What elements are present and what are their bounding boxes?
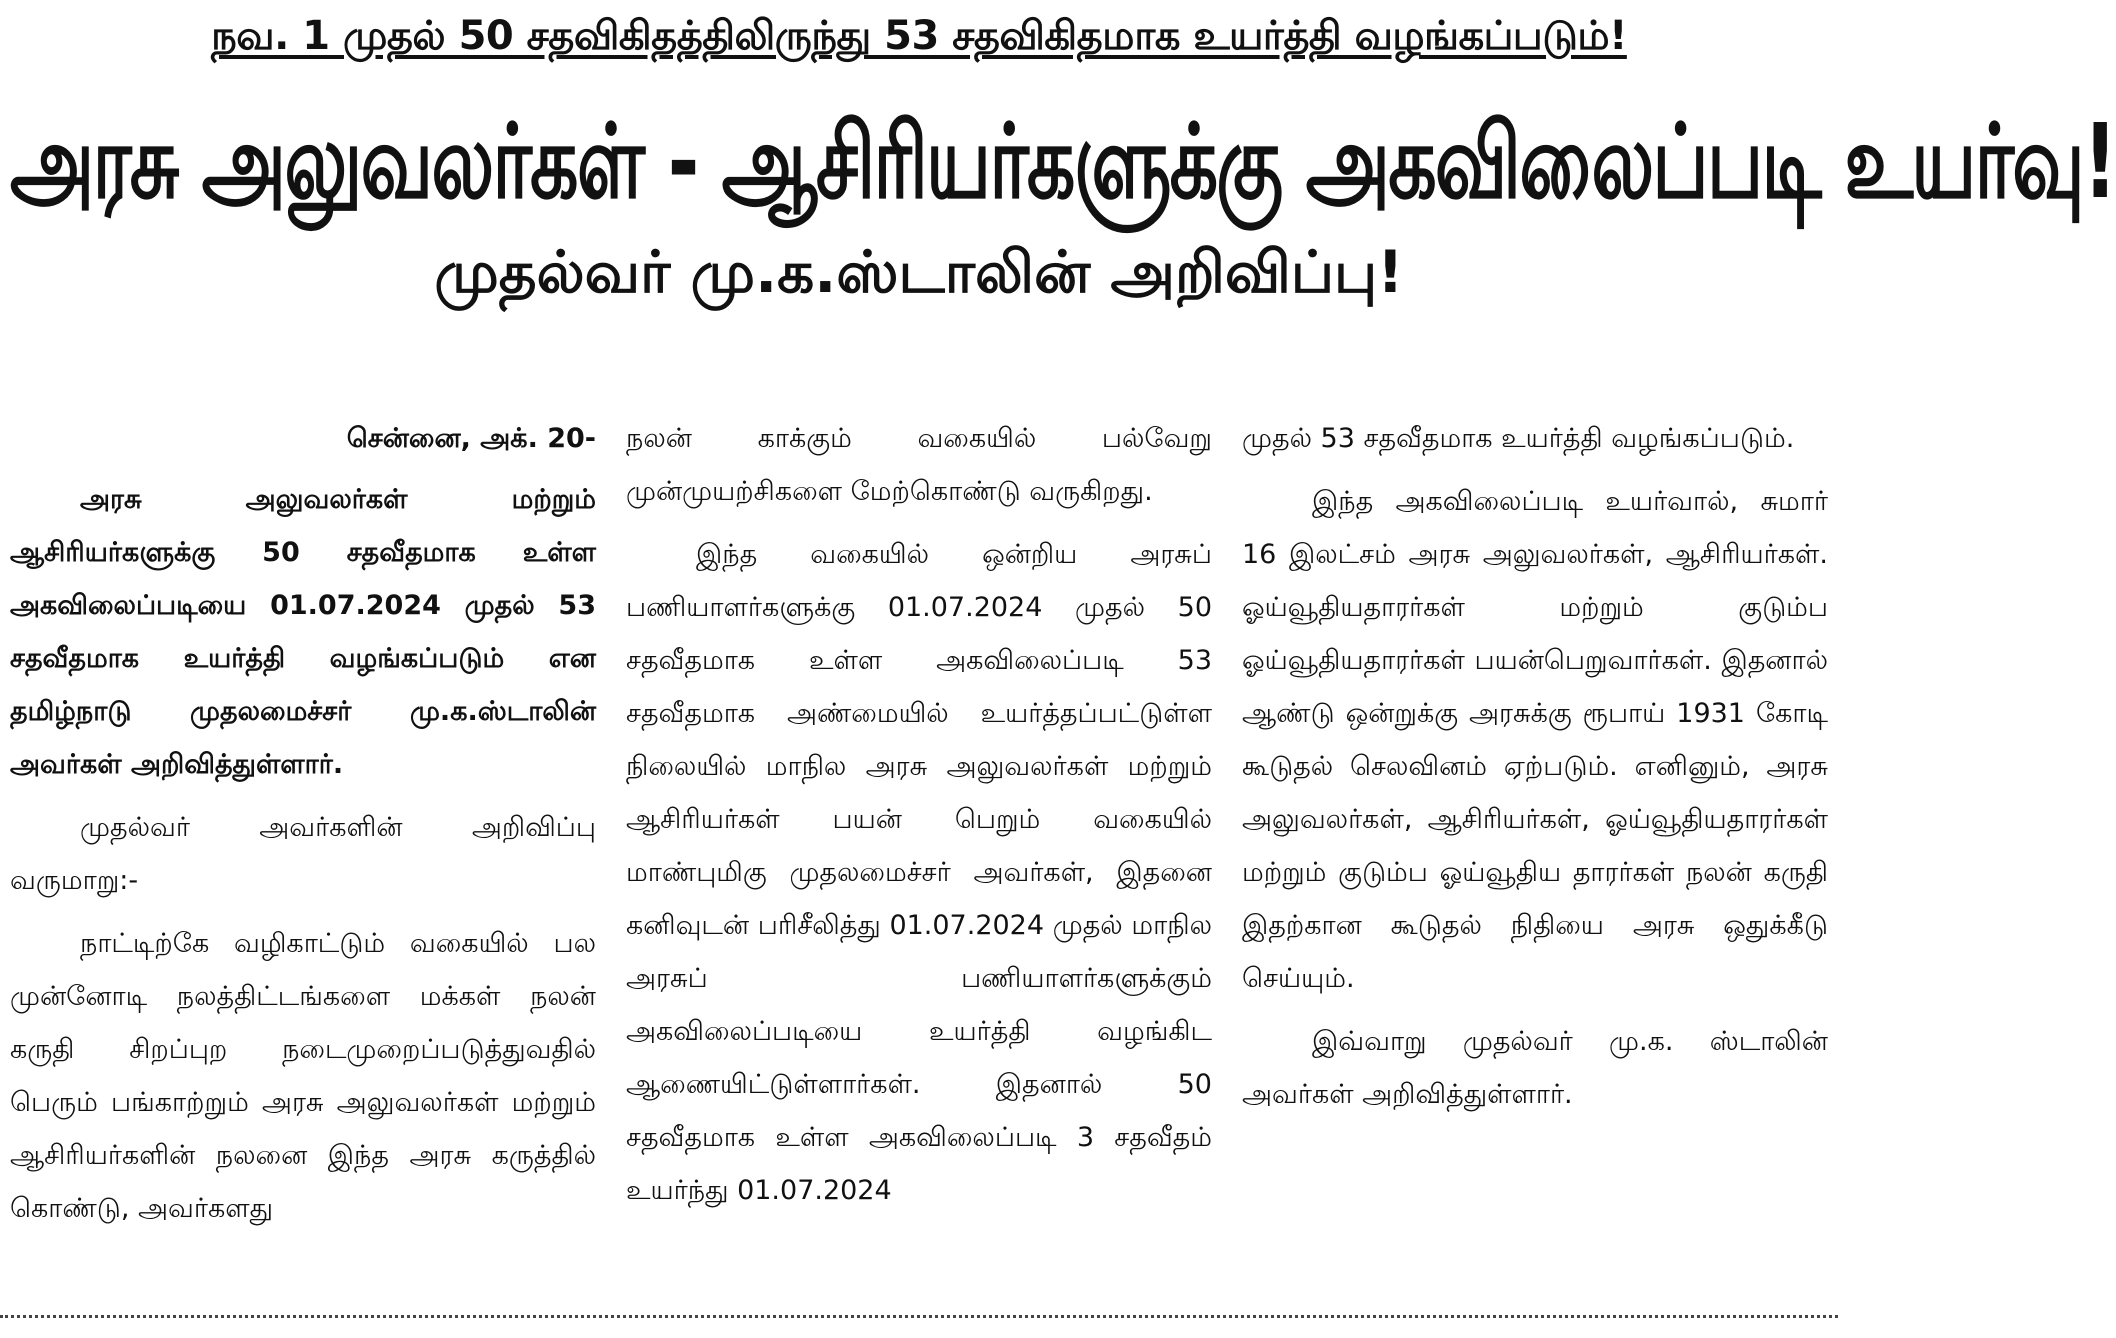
sub-headline: முதல்வர் மு.க.ஸ்டாலின் அறிவிப்பு! bbox=[434, 238, 1404, 306]
kicker-headline: நவ. 1 முதல் 50 சதவிகிதத்திலிருந்து 53 சதவிகிதமாக உயர்த்தி வழங்கப்படும்! bbox=[211, 13, 1627, 59]
paragraph: முதல்வர் அவர்களின் அறிவிப்பு வருமாறு:- bbox=[10, 812, 596, 896]
article-column-1 bbox=[10, 412, 596, 1292]
newspaper-clipping bbox=[0, 4, 2116, 1338]
lead-paragraph: அரசு அலுவலர்கள் மற்றும் ஆசிரியர்களுக்கு 50 சதவீதமாக உள்ள அகவிலைப்படியை 01.07.2024 முதல் 53 சதவீதமாக உயர்த்தி வழங்கப்படும் என தமிழ்நாடு முதலமைச்சர் மு.க.ஸ்டாலின் அவர்கள் அறிவித்துள்ளார். bbox=[10, 484, 596, 780]
article-body bbox=[10, 412, 1828, 1292]
closing-paragraph: இவ்வாறு முதல்வர் மு.க. ஸ்டாலின் அவர்கள் அறிவித்துள்ளார். bbox=[1242, 1026, 1828, 1110]
article-column-3 bbox=[1242, 412, 1828, 1292]
paragraph: நலன் காக்கும் வகையில் பல்வேறு முன்முயற்சிகளை மேற்கொண்டு வருகிறது. bbox=[626, 423, 1212, 507]
dateline: சென்னை, அக். 20- bbox=[346, 423, 596, 454]
article-column-2 bbox=[626, 412, 1212, 1292]
paragraph: முதல் 53 சதவீதமாக உயர்த்தி வழங்கப்படும். bbox=[1242, 423, 1795, 454]
paragraph: இந்த வகையில் ஒன்றிய அரசுப் பணியாளர்களுக்கு 01.07.2024 முதல் 50 சதவீதமாக உள்ள அகவிலைப்படி 53 சதவீதமாக அண்மையில் உயர்த்தப்பட்டுள்ள நிலையில் மாநில அரசு அலுவலர்கள் மற்றும் ஆசிரியர்கள் பயன் பெறும் வகையில் மாண்புமிகு முதலமைச்சர் அவர்கள், இதனை கனிவுடன் பரிசீலித்து 01.07.2024 முதல் மாநில அரசுப் பணியாளர்களுக்கும் அகவிலைப்படியை உயர்த்தி வழங்கிட ஆணையிட்டுள்ளார்கள். இதனால் 50 சதவீதமாக உள்ள அகவிலைப்படி 3 சதவீதம் உயர்ந்து 01.07.2024 bbox=[626, 539, 1212, 1206]
main-headline: அரசு அலுவலர்கள் - ஆசிரியர்களுக்கு அகவிலைப்படி உயர்வு! bbox=[10, 100, 2116, 222]
paragraph: நாட்டிற்கே வழிகாட்டும் வகையில் பல முன்னோடி நலத்திட்டங்களை மக்கள் நலன் கருதி சிறப்புற நடைமுறைப்படுத்துவதில் பெரும் பங்காற்றும் அரசு அலுவலர்கள் மற்றும் ஆசிரியர்களின் நலனை இந்த அரசு கருத்தில் கொண்டு, அவர்களது bbox=[10, 928, 596, 1224]
perforated-edge bbox=[0, 1315, 1838, 1324]
paragraph: இந்த அகவிலைப்படி உயர்வால், சுமார் 16 இலட்சம் அரசு அலுவலர்கள், ஆசிரியர்கள். ஓய்வூதியதாரர்கள் மற்றும் குடும்ப ஓய்வூதியதாரர்கள் பயன்பெறுவார்கள். இதனால் ஆண்டு ஒன்றுக்கு அரசுக்கு ரூபாய் 1931 கோடி கூடுதல் செலவினம் ஏற்படும். எனினும், அரசு அலுவலர்கள், ஆசிரியர்கள், ஓய்வூதியதாரர்கள் மற்றும் குடும்ப ஓய்வூதிய தாரர்கள் நலன் கருதி இதற்கான கூடுதல் நிதியை அரசு ஒதுக்கீடு செய்யும். bbox=[1242, 486, 1828, 994]
